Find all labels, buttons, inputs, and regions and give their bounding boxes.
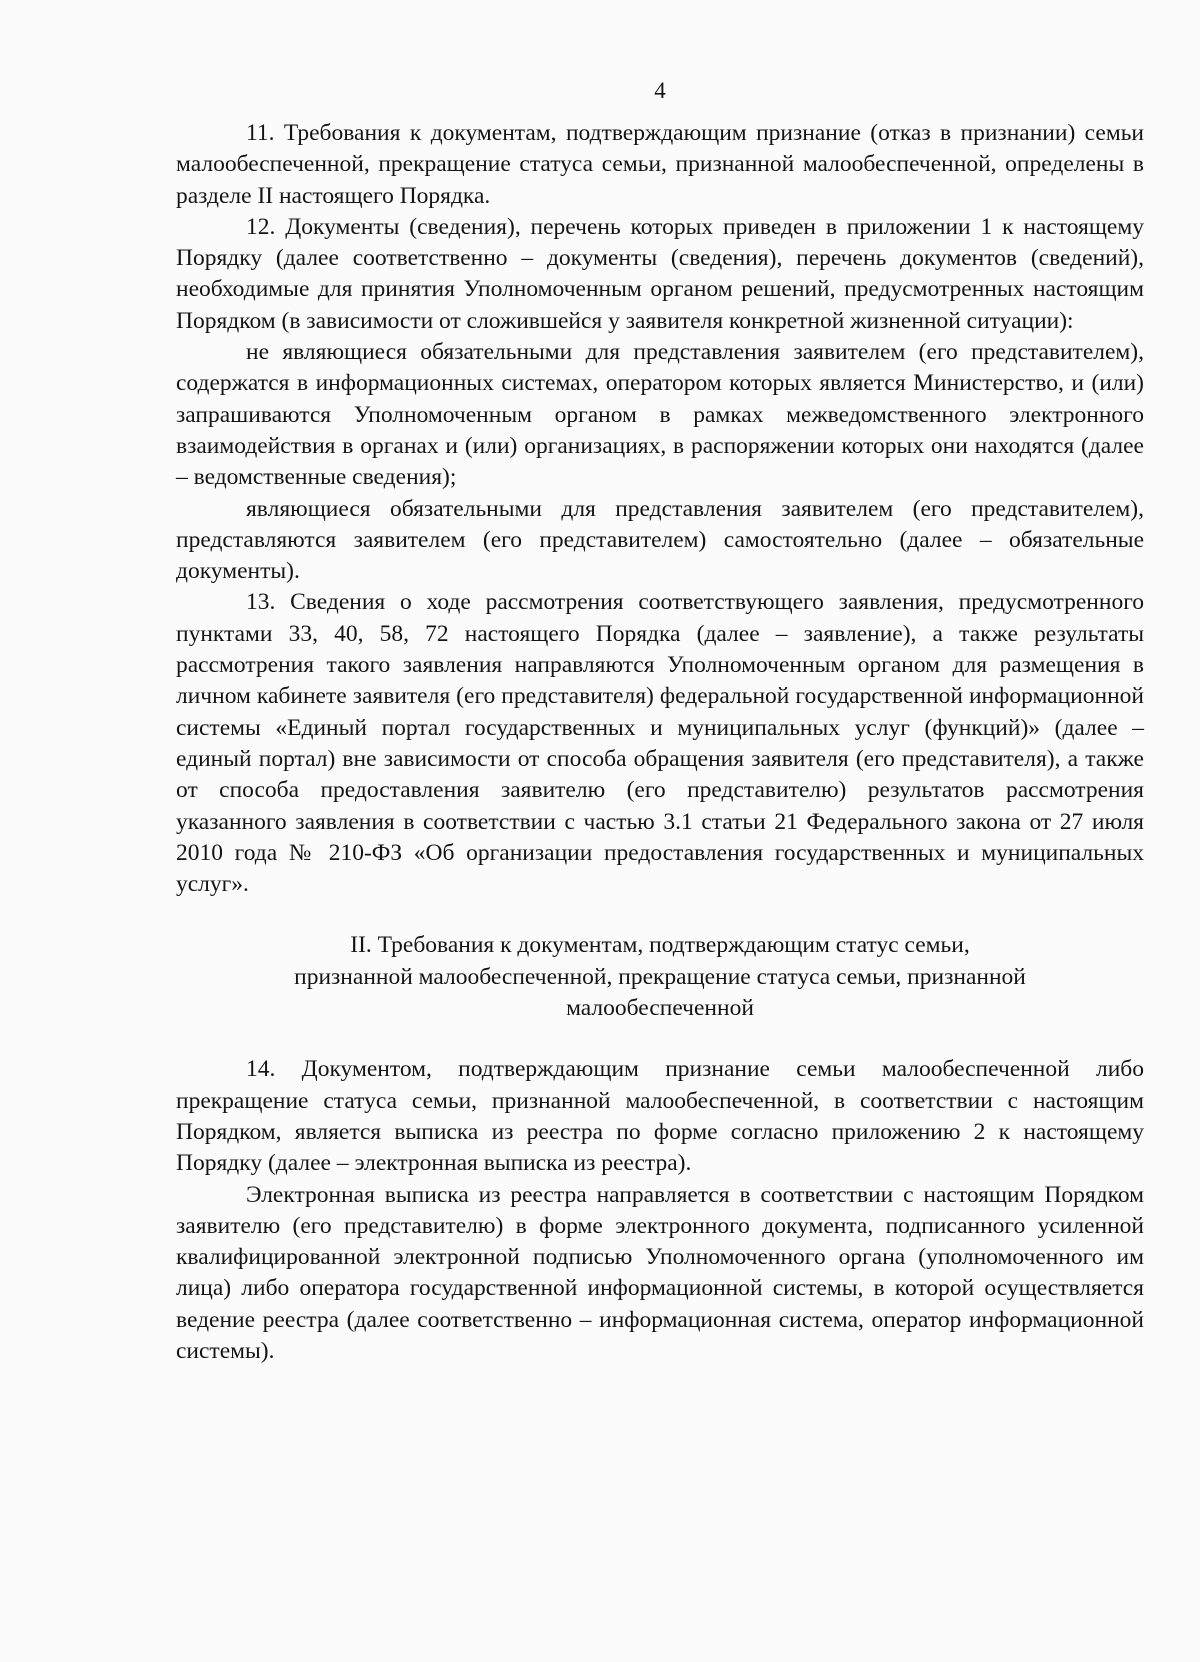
paragraph-12-item-1: не являющиеся обязательными для представления заявителем (его представителем), содержатся в информационных системах, оператором которых является Министерство, и (или) запрашиваются Уполномоченным органом в рамках межведомственного электронного взаимодействия в органах и (или) организациях, в распоряжении которых они находятся (далее – ведомственные сведения); [176, 339, 1144, 491]
section-heading [176, 930, 1144, 1024]
paragraph-14: 14. Документом, подтверждающим признание семьи малообеспеченной либо прекращение статуса семьи, признанной малообеспеченной, в соответствии с настоящим Порядком, является выписка из реестра по форме согласно приложению 2 к настоящему Порядку (далее – электронная выписка из реестра). [176, 1056, 1144, 1177]
paragraph-12: 12. Документы (сведения), перечень которых приведен в приложении 1 к настоящему Порядку (далее соответственно – документы (сведения), перечень документов (сведений), необходимые для принятия Уполномоченным органом решений, предусмотренных настоящим Порядком (в зависимости от сложившейся у заявителя конкретной жизненной ситуации): [176, 213, 1144, 334]
paragraph-13: 13. Сведения о ходе рассмотрения соответствующего заявления, предусмотренного пунктами 33, 40, 58, 72 настоящего Порядка (далее – заявление), а также результаты рассмотрения такого заявления направляются Уполномоченным органом для размещения в личном кабинете заявителя (его представителя) федеральной государственной информационной системы «Единый портал государственных и муниципальных услуг (функций)» (далее – единый портал) вне зависимости от способа обращения заявителя (его представителя), а также от способа предоставления заявителю (его представителю) результатов рассмотрения указанного заявления в соответствии с частью 3.1 статьи 21 Федерального закона от 27 июля 2010 года № 210-ФЗ «Об организации предоставления государственных и муниципальных услуг». [176, 589, 1144, 898]
paragraph-14-continued: Электронная выписка из реестра направляется в соответствии с настоящим Порядком заявителю (его представителю) в форме электронного документа, подписанного усиленной квалифицированной электронной подписью Уполномоченного органа (уполномоченного им лица) либо оператора государственной информационной системы, в которой осуществляется ведение реестра (далее соответственно – информационная система, оператор информационной системы). [176, 1181, 1144, 1364]
section-heading-line-3: малообеспеченной [566, 995, 754, 1022]
document-body [176, 118, 1144, 1367]
section-heading-line-2: признанной малообеспеченной, прекращение статуса семьи, признанной [294, 963, 1026, 990]
paragraph-11: 11. Требования к документам, подтверждающим признание (отказ в признании) семьи малообеспеченной, прекращение статуса семьи, признанной малообеспеченной, определены в разделе II настоящего Порядка. [176, 120, 1144, 209]
paragraph-12-item-2: являющиеся обязательными для представления заявителем (его представителем), представляются заявителем (его представителем) самостоятельно (далее – обязательные документы). [176, 495, 1144, 585]
page-number: 4 [654, 78, 666, 103]
section-heading-line-1: II. Требования к документам, подтверждающим статус семьи, [350, 932, 970, 959]
section-gap [176, 1024, 1144, 1054]
